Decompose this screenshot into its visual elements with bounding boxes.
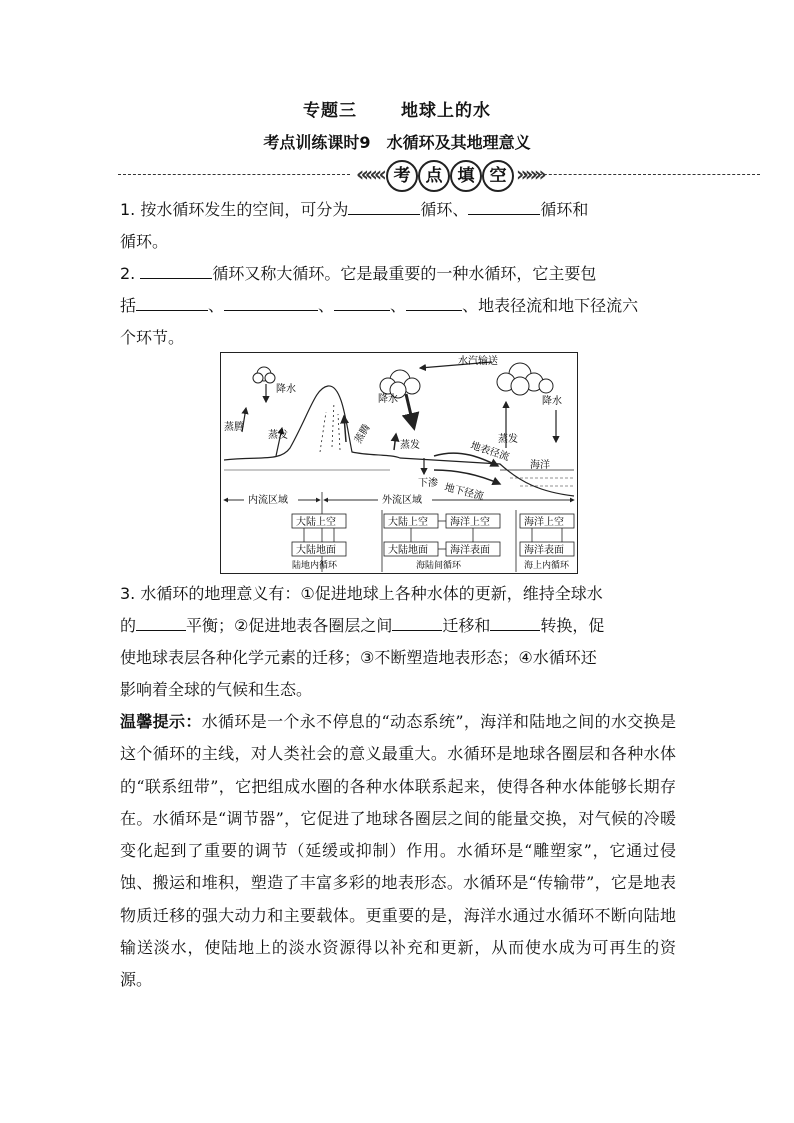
label-rain: 降水	[378, 394, 398, 405]
question-3: 3. 水循环的地理意义有：①促进地球上各种水体的更新，维持全球水 的 平衡；②促进地表各圈层之间 迁移和 转换，促 使地球表层各种化学元素的迁移；③不断塑造地表形态；④水循环还 影响着全球的气候和生态。	[120, 584, 605, 699]
caption-land-cycle: 陆地内循环	[292, 561, 338, 571]
question-2: 2. 循环又称大循环。它是最重要的一种水循环，它主要包 括 、 、 、 、地表径流和地下径流六 个环节。	[120, 258, 676, 354]
section-banner	[118, 158, 760, 192]
answer-blank[interactable]	[348, 196, 420, 215]
svg-text:海洋表面: 海洋表面	[450, 545, 490, 556]
label-inland-region: 内流区域	[248, 495, 288, 506]
lesson-heading	[0, 130, 794, 153]
label-infiltration: 下渗	[418, 478, 438, 489]
lesson-title: 水循环及其地理意义	[386, 133, 531, 152]
svg-text:海洋表面: 海洋表面	[524, 545, 564, 556]
question-1: 1. 按水循环发生的空间，可分为 循环、 循环和 循环。	[120, 194, 676, 258]
chevron-left-icon: «««	[356, 162, 383, 186]
topic-heading	[0, 96, 794, 121]
answer-blank[interactable]	[136, 612, 186, 631]
svg-text:海洋上空: 海洋上空	[524, 517, 564, 528]
label-transpiration: 蒸腾	[224, 422, 244, 433]
svg-text:海洋上空: 海洋上空	[450, 517, 490, 528]
svg-text:大陆上空: 大陆上空	[388, 517, 428, 528]
answer-blank[interactable]	[140, 260, 212, 279]
topic-title: 地球上的水	[401, 101, 491, 121]
banner-char: 点	[418, 160, 450, 192]
answer-blank[interactable]	[224, 292, 318, 311]
answer-blank[interactable]	[392, 612, 442, 631]
svg-text:大陆上空: 大陆上空	[296, 517, 336, 528]
svg-text:大陆地面: 大陆地面	[296, 545, 336, 556]
label-ground-runoff: 地下径流	[443, 482, 485, 503]
caption-sea-land-cycle: 海陆间循环	[416, 561, 462, 571]
label-rain: 降水	[542, 396, 562, 407]
answer-blank[interactable]	[468, 196, 540, 215]
answer-blank[interactable]	[490, 612, 540, 631]
label-evaporation: 蒸发	[268, 430, 288, 441]
label-outflow-region: 外流区域	[382, 495, 422, 506]
banner-divider-left	[118, 174, 350, 175]
label-ocean: 海洋	[530, 460, 550, 471]
svg-text:大陆地面: 大陆地面	[388, 545, 428, 556]
tip-label: 温馨提示：	[120, 712, 202, 731]
label-surface-runoff: 地表径流	[469, 440, 511, 464]
banner-char: 填	[450, 160, 482, 192]
answer-blank[interactable]	[406, 292, 462, 311]
chevron-right-icon: »»»	[516, 162, 543, 186]
tip-body: 水循环是一个永不停息的“动态系统”，海洋和陆地之间的水交换是这个循环的主线，对人类社会的意义最重大。水循环是地球各圈层和各种水体的“联系纽带”，它把组成水圈的各种水体联系起来，使得各种水体能够长期存在。水循环是“调节器”，它促进了地球各圈层之间的能量交换，对气候的冷暖变化起到了重要的调节（延缓或抑制）作用。水循环是“雕塑家”，它通过侵蚀、搬运和堆积，塑造了丰富多彩的地表形态。水循环是“传输带”，它是地表物质迁移的强大动力和主要载体。更重要的是，海洋水通过水循环不断向陆地输送淡水，使陆地上的淡水资源得以补充和更新，从而使水成为可再生的资源。	[120, 712, 676, 990]
label-rain: 降水	[276, 384, 296, 395]
label-evaporation: 蒸发	[400, 440, 420, 451]
banner-char: 考	[386, 160, 418, 192]
water-cycle-diagram	[220, 352, 578, 574]
topic-number: 专题三	[303, 101, 357, 121]
banner-char: 空	[482, 160, 514, 192]
caption-ocean-cycle: 海上内循环	[524, 561, 570, 571]
warm-tip	[120, 706, 676, 997]
label-evaporation: 蒸发	[498, 434, 518, 445]
answer-blank[interactable]	[334, 292, 390, 311]
label-transpiration: 蒸腾	[353, 422, 373, 446]
lesson-number: 考点训练课时9	[263, 133, 371, 152]
label-vapor-transport: 水汽输送	[458, 356, 498, 367]
answer-blank[interactable]	[136, 292, 208, 311]
banner-divider-right	[524, 174, 760, 175]
